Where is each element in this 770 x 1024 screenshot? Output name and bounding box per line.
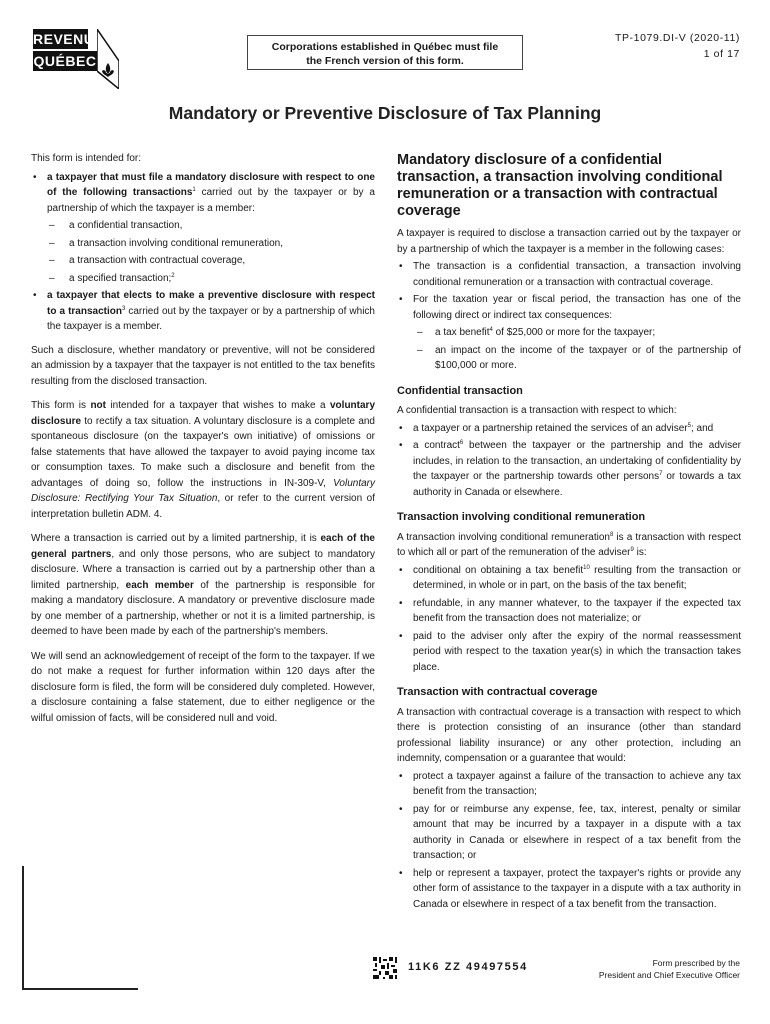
paragraph: We will send an acknowledgement of receipt of the form to the taxpayer. If we do not make a request for further information within 120 days after the disclosure form is filed, the form will be considered duly completed. However, a disclosure containing a false statement, due to either negligence or the wilful omission of facts, will be considered null and void. bbox=[31, 650, 375, 724]
page-title: Mandatory or Preventive Disclosure of Tax Planning bbox=[168, 103, 602, 123]
cases-list bbox=[397, 259, 741, 374]
form-number: TP-1079.DI-V (2020-11) bbox=[614, 32, 740, 44]
crop-mark bbox=[22, 866, 24, 990]
form-number-block bbox=[615, 30, 740, 62]
list-item: • help or represent a taxpayer, protect the taxpayer's rights or provide any other form of assistance to the taxpayer in a dispute with a tax authority in Canada or elsewhere in respect of a tax benefit from the transaction. bbox=[397, 866, 741, 913]
paragraph: A transaction with contractual coverage is a transaction with respect to which there is protection consisting of an insurance (other than standard professional liability insurance) or any other protection, including an indemnity, compensation or a guarantee that would: bbox=[397, 706, 741, 764]
coverage-list bbox=[397, 769, 741, 913]
crop-mark bbox=[22, 988, 138, 990]
list-item: • For the taxation year or fiscal period, the transaction has one of the following direct or indirect tax consequences: bbox=[397, 292, 741, 323]
conditional-list bbox=[397, 563, 741, 676]
list-item: • refundable, in any manner whatever, to the taxpayer if the expected tax benefit from the transaction does not materialize; or bbox=[397, 596, 741, 627]
subsection-heading: Transaction involving conditional remuneration bbox=[397, 511, 646, 523]
list-item: • paid to the adviser only after the expiry of the normal reassessment period with respect to the taxation year(s) in which the transaction takes place. bbox=[397, 629, 741, 676]
list-item: – a transaction with contractual coverage, bbox=[31, 253, 375, 269]
logo-line2: QUÉBEC bbox=[33, 53, 97, 69]
list-item: – a transaction involving conditional remuneration, bbox=[31, 236, 375, 252]
subsection-heading: Transaction with contractual coverage bbox=[397, 686, 598, 698]
list-item: • The transaction is a confidential transaction, a transaction involving conditional remuneration or a transaction with contractual coverage. bbox=[397, 259, 741, 290]
notice-line2: the French version of this form. bbox=[306, 55, 464, 67]
2d-barcode-icon bbox=[373, 957, 397, 979]
list-item: – a tax benefit$^4$ of $25,000 or more for the taxpayer; bbox=[397, 325, 741, 341]
form-barcode-number: 11K6 ZZ 49497554 bbox=[408, 961, 528, 973]
logo-line1: REVENU bbox=[33, 31, 95, 47]
transaction-types-list bbox=[31, 218, 375, 286]
page-number: 1 of 17 bbox=[703, 48, 740, 60]
paragraph: A taxpayer is required to disclose a transaction carried out by the taxpayer or by a partnership of which the taxpayer is a member in the following cases: bbox=[397, 228, 741, 255]
paragraph: Such a disclosure, whether mandatory or preventive, will not be considered an admission by a taxpayer that the taxpayer is not entitled to the tax benefits resulting from the disclosed transaction. bbox=[31, 344, 375, 387]
list-item: – an impact on the income of the taxpayer or of the partnership of $100,000 or more. bbox=[397, 343, 741, 374]
list-item: – a confidential transaction, bbox=[31, 218, 375, 234]
confidential-list bbox=[397, 421, 741, 501]
preventive-list bbox=[31, 288, 375, 335]
list-item: • protect a taxpayer against a failure of the transaction to achieve any tax benefit from the transaction; bbox=[397, 769, 741, 800]
intro-text: This form is intended for: bbox=[31, 153, 142, 164]
list-item: • pay for or reimburse any expense, fee, tax, interest, penalty or similar amount that may be incurred by a taxpayer in a dispute with a tax authority in Canada or elsewhere in respect of a tax benefit from the transaction; or bbox=[397, 802, 741, 864]
list-item: • a taxpayer that elects to make a preventive disclosure with respect to a transaction$^3$ carried out by the taxpayer or by a partnership of which the taxpayer is a member. bbox=[31, 288, 375, 335]
left-column bbox=[31, 151, 375, 735]
paragraph: A confidential transaction is a transaction with respect to which: bbox=[397, 405, 677, 416]
notice-line1: Corporations established in Québec must file bbox=[271, 41, 499, 53]
list-item: • a taxpayer that must file a mandatory disclosure with respect to one of the following transactions$^1$ carried out by the taxpayer or by a partnership of which the taxpayer is a member: bbox=[31, 170, 375, 217]
prescribed-by: Form prescribed by the President and Chief Executive Officer bbox=[598, 958, 740, 980]
right-column bbox=[397, 152, 741, 920]
list-item: • a contract$^6$ between the taxpayer or the partnership and the adviser includes, in relation to the transaction, an undertaking of confidentiality by the taxpayer or the partnership towards other persons$^7$ or towards a tax authority in Canada or elsewhere. bbox=[397, 438, 741, 500]
revenu-quebec-logo bbox=[33, 29, 115, 87]
french-version-notice bbox=[247, 35, 523, 70]
paragraph: This form is not intended for a taxpayer that wishes to make a voluntary disclosure to rectify a tax situation. A voluntary disclosure is a complete and spontaneous disclosure (on the taxpayer's own initiative) of omissions or false statements that have allowed the taxpayer to avoid paying income tax or consumption taxes. To make such a disclosure and benefit from the advantages of doing so, follow the instructions in IN-309-V, Voluntary Disclosure: Rectifying Your Tax Situation, or refer to the current version of interpretation bulletin ADM. 4. bbox=[31, 400, 376, 520]
subsection-heading: Confidential transaction bbox=[397, 384, 523, 397]
paragraph: A transaction involving conditional remuneration$^8$ is a transaction with respect to which all or part of the remuneration of the adviser$^9$ is: bbox=[397, 531, 742, 558]
intended-for-list bbox=[31, 170, 375, 217]
list-item: – a specified transaction;$^2$ bbox=[31, 271, 375, 287]
list-item: • conditional on obtaining a tax benefit$^{10}$ resulting from the transaction or determined, in whole or in part, on the basis of the tax benefit; bbox=[397, 563, 741, 594]
fleur-de-lis-icon bbox=[97, 29, 119, 89]
list-item: • a taxpayer or a partnership retained the services of an adviser$^5$; and bbox=[397, 421, 741, 437]
paragraph: Where a transaction is carried out by a limited partnership, it is each of the general partners, and only those persons, who are subject to mandatory disclosure. Where a transaction is carried out by a partnership other than a limited partnership, each member of the partnership is responsible for making a mandatory disclosure. A mandatory or preventive disclosure made by one member of a partnership, whether or not it is a limited partnership, is deemed to have been made by each of the partnership's members. bbox=[31, 533, 375, 637]
section-heading: Mandatory disclosure of a confidential transaction, a transaction involving conditional remuneration or a transaction with contractual coverage bbox=[397, 152, 723, 219]
